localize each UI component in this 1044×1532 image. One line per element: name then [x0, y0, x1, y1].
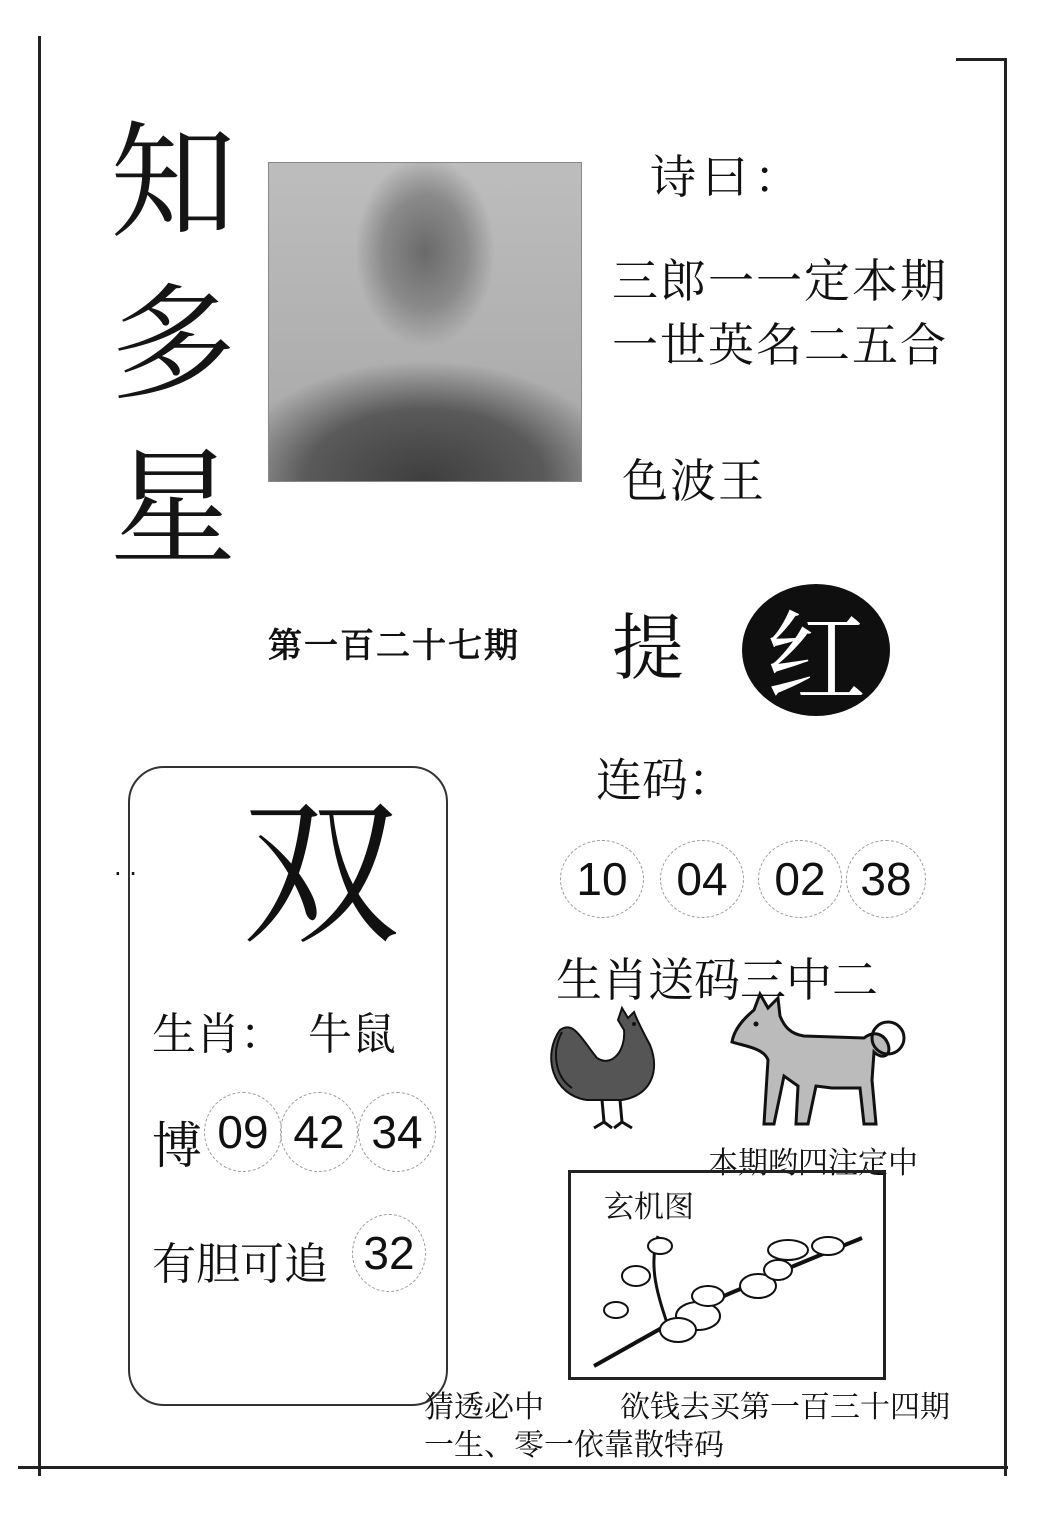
color-value: 红 [766, 600, 866, 717]
footer-line-1a: 猜透必中 [424, 1390, 544, 1425]
lianma-label: 连码： [596, 753, 734, 807]
chase-number: 32 [352, 1214, 426, 1292]
zodiac-label: 生肖： [152, 1009, 284, 1060]
zodiac-note: 本期哟四注定中 [708, 1146, 918, 1181]
bo-label: 博 [152, 1117, 202, 1175]
dots-marker: · · [114, 860, 137, 888]
lianma-number: 38 [846, 840, 926, 918]
poem-line-2: 一世英名二五合 [612, 318, 948, 372]
dog-icon [724, 990, 910, 1130]
title-char-3: 星 [110, 435, 236, 582]
lianma-number: 10 [560, 840, 644, 918]
chase-label: 有胆可追 [152, 1239, 328, 1290]
footer-line-1b: 欲钱去买第一百三十四期 [620, 1390, 950, 1425]
lianma-number: 02 [758, 840, 842, 918]
puzzle-title: 玄机图 [604, 1190, 694, 1225]
border-bottom [18, 1466, 1008, 1469]
portrait-photo [268, 162, 582, 482]
border-top [956, 58, 1006, 61]
bo-number: 42 [280, 1092, 358, 1172]
flower-branch-icon [588, 1226, 868, 1370]
big-char: 双 [242, 783, 400, 967]
bo-number: 09 [204, 1092, 282, 1172]
zodiac-value: 牛鼠 [308, 1009, 396, 1060]
lianma-number: 04 [660, 840, 744, 918]
zodiac-send-label: 生肖送码三中二 [556, 953, 878, 1007]
border-left [38, 36, 41, 1476]
hint-char: 提 [612, 606, 685, 690]
title-char-2: 多 [110, 271, 236, 418]
poem-heading: 诗曰： [650, 150, 806, 204]
border-right [1004, 58, 1007, 1476]
poem-line-1: 三郎一一定本期 [612, 254, 948, 308]
bo-number: 34 [358, 1092, 436, 1172]
issue-number: 第一百二十七期 [268, 626, 520, 666]
rooster-icon [542, 1000, 672, 1136]
color-king-label: 色波王 [622, 454, 766, 508]
title-char-1: 知 [110, 109, 236, 256]
footer-line-2: 一生、零一依靠散特码 [424, 1428, 724, 1463]
color-circle [742, 584, 890, 716]
